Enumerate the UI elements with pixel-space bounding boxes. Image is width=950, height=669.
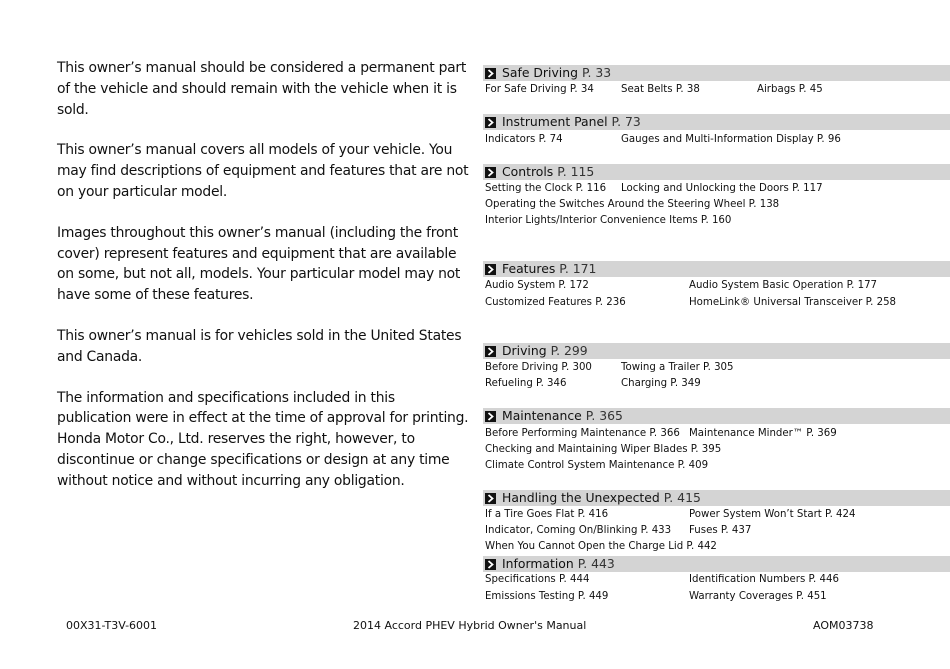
section-title: Safe Driving [502,65,578,80]
section-title: Driving [502,343,547,358]
section-title: Handling the Unexpected [502,490,660,505]
toc-entry[interactable]: Customized Features P. 236 [485,297,626,308]
toc-entry[interactable]: Identification Numbers P. 446 [689,574,839,585]
section-page: P. 415 [663,490,701,505]
toc-entry[interactable]: For Safe Driving P. 34 [485,84,594,95]
toc-section-handling-the-unexpected[interactable] [483,490,950,506]
toc-entry[interactable]: Charging P. 349 [621,378,701,389]
section-page: P. 171 [559,261,597,276]
intro-paragraph: Images throughout this owner’s manual (including the front cover) represent features and equipment that are available on some, but not all, models. Your particular model may not have some of these features. [57,224,461,304]
section-page: P. 33 [581,65,612,80]
arrow-right-icon [485,493,496,504]
toc-entry[interactable]: Warranty Coverages P. 451 [689,591,827,602]
footer-part-number: 00X31-T3V-6001 [66,619,158,632]
arrow-right-icon [485,264,496,275]
toc-section-driving[interactable] [483,343,950,359]
toc-entry[interactable]: Refueling P. 346 [485,378,567,389]
toc-entry[interactable]: Airbags P. 45 [757,84,823,95]
toc-entry[interactable]: Emissions Testing P. 449 [485,591,609,602]
table-of-contents [483,0,950,669]
toc-entry[interactable]: Before Performing Maintenance P. 366 [485,428,680,439]
arrow-right-icon [485,117,496,128]
intro-paragraph: This owner’s manual should be considered a permanent part of the vehicle and should remain with the vehicle when it is sold. [57,60,467,118]
toc-section-safe-driving[interactable] [483,65,950,81]
intro-paragraph: The information and specifications included in this publication were in effect at the time of approval for printing. Honda Motor Co., Ltd. reserves the right, however, to discontinue or change specifications or design at any time without notice and without incurring any obligation. [57,389,469,489]
toc-entry[interactable]: Gauges and Multi-Information Display P. 96 [621,134,841,145]
toc-entry[interactable]: Indicators P. 74 [485,134,563,145]
intro-paragraph: This owner’s manual covers all models of your vehicle. You may find descriptions of equipment and features that are not on your particular model. [57,142,469,200]
toc-entry[interactable]: HomeLink® Universal Transceiver P. 258 [689,297,897,308]
toc-entry[interactable]: When You Cannot Open the Charge Lid P. 442 [485,541,717,552]
section-title: Features [502,261,556,276]
toc-entry[interactable]: Power System Won’t Start P. 424 [689,509,856,520]
toc-section-features[interactable] [483,261,950,277]
intro-text [57,58,473,512]
toc-entry[interactable]: Towing a Trailer P. 305 [621,362,734,373]
toc-section-instrument-panel[interactable] [483,114,950,130]
toc-entry[interactable]: Seat Belts P. 38 [621,84,700,95]
footer-manual-title: 2014 Accord PHEV Hybrid Owner's Manual [353,619,587,632]
toc-entry[interactable]: Locking and Unlocking the Doors P. 117 [621,183,823,194]
toc-entry[interactable]: Checking and Maintaining Wiper Blades P. 395 [485,444,722,455]
toc-entry[interactable]: Setting the Clock P. 116 [485,183,607,194]
toc-entry[interactable]: Audio System P. 172 [485,280,589,291]
arrow-right-icon [485,68,496,79]
arrow-right-icon [485,346,496,357]
section-title: Controls [502,164,554,179]
toc-entry[interactable]: Audio System Basic Operation P. 177 [689,280,878,291]
toc-entry[interactable]: Climate Control System Maintenance P. 409 [485,460,709,471]
section-title: Instrument Panel [502,114,608,129]
footer-code: AOM03738 [813,619,874,632]
toc-entry[interactable]: Specifications P. 444 [485,574,590,585]
toc-entry[interactable]: Operating the Switches Around the Steering Wheel P. 138 [485,199,780,210]
section-title: Information [502,556,574,571]
section-page: P. 115 [557,164,595,179]
toc-section-maintenance[interactable] [483,408,950,424]
arrow-right-icon [485,167,496,178]
toc-entry[interactable]: Fuses P. 437 [689,525,752,536]
toc-entry[interactable]: Indicator, Coming On/Blinking P. 433 [485,525,672,536]
toc-section-information[interactable] [483,556,950,572]
arrow-right-icon [485,411,496,422]
section-page: P. 299 [550,343,588,358]
toc-entry[interactable]: Maintenance Minder™ P. 369 [689,428,837,439]
toc-entry[interactable]: Before Driving P. 300 [485,362,592,373]
toc-entry[interactable]: If a Tire Goes Flat P. 416 [485,509,609,520]
section-page: P. 365 [585,408,623,423]
toc-section-controls[interactable] [483,164,950,180]
toc-entry[interactable]: Interior Lights/Interior Convenience Items P. 160 [485,215,732,226]
section-title: Maintenance [502,408,582,423]
intro-paragraph: This owner’s manual is for vehicles sold in the United States and Canada. [57,327,462,365]
section-page: P. 443 [577,556,615,571]
section-page: P. 73 [611,114,641,129]
arrow-right-icon [485,559,496,570]
